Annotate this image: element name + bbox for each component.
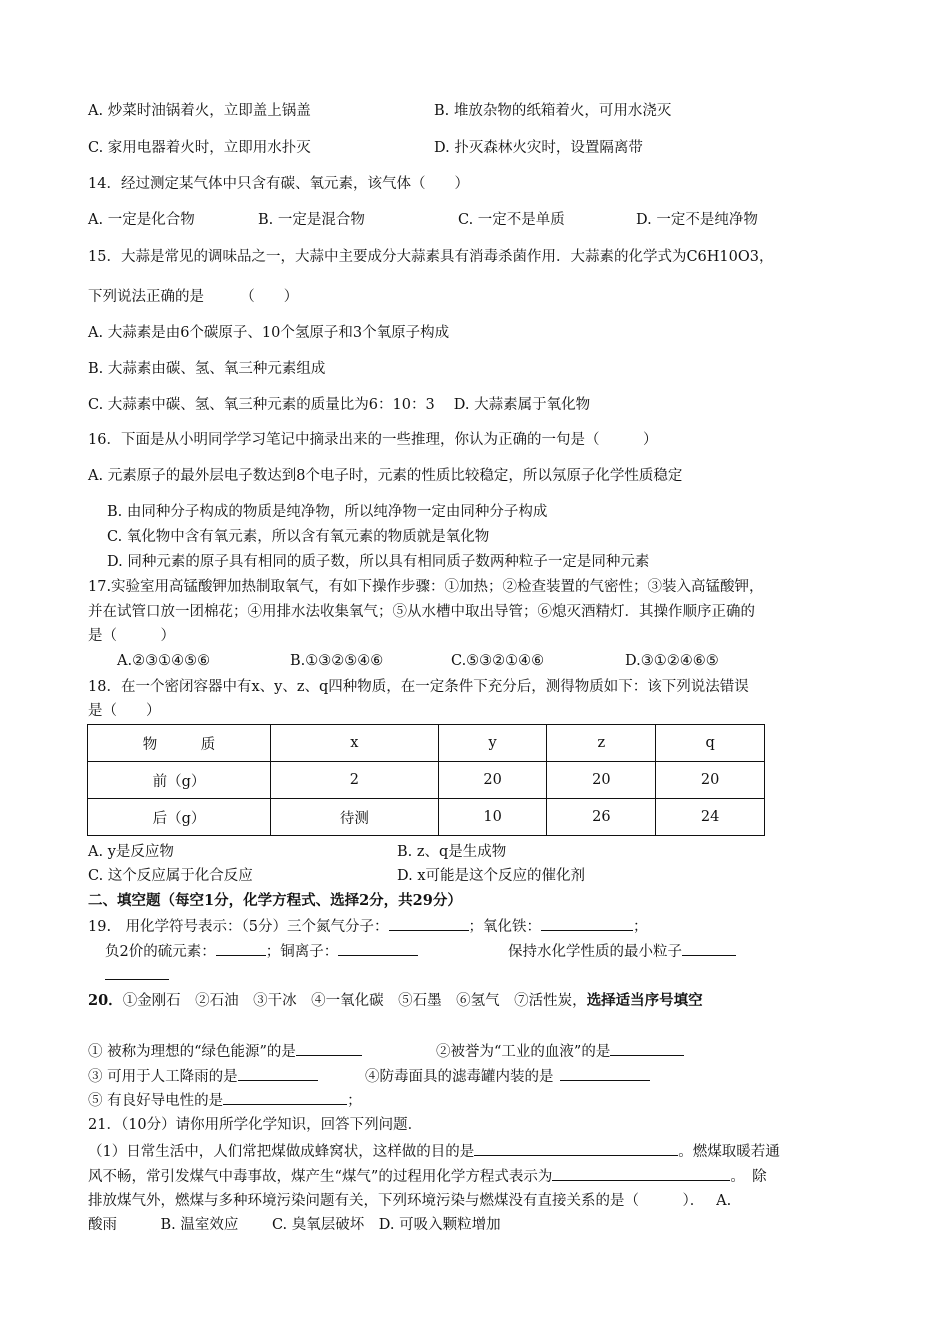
q21-text: 风不畅，常引发煤气中毒事故，煤产生“煤气”的过程用化学方程式表示为 xyxy=(88,1169,553,1185)
q13-option-c: C. 家用电器着火时，立即用水扑灭 xyxy=(88,140,311,156)
table-header-cell: x xyxy=(271,725,439,762)
table-row xyxy=(88,762,765,799)
q20-line2-right xyxy=(365,1066,650,1087)
q17-option-d: D.③①②④⑥⑤ xyxy=(625,653,719,669)
q19-prompt: 负2价的硫元素： xyxy=(105,944,216,960)
answer-blank[interactable] xyxy=(552,1166,730,1181)
table-header-row xyxy=(88,725,765,762)
q16-option-c: C. 氧化物中含有氧元素，所以含有氧元素的物质就是氧化物 xyxy=(107,529,490,545)
q17-stem-line1: 17.实验室用高锰酸钾加热制取氧气，有如下操作步骤：①加热；②检查装置的气密性；③装入高锰酸钾， xyxy=(88,579,764,595)
q20-sub: ②被誉为“工业的血液”的是 xyxy=(436,1044,611,1060)
q21-line1 xyxy=(88,1141,780,1162)
q16-option-a: A. 元素原子的最外层电子数达到8个电子时，元素的性质比较稳定，所以氖原子化学性质稳定 xyxy=(88,468,683,484)
table-cell: 2 xyxy=(271,762,439,799)
q19-line1 xyxy=(88,916,648,937)
answer-blank[interactable] xyxy=(389,916,469,931)
q13-option-d: D. 扑灭森林火灾时，设置隔离带 xyxy=(434,140,643,156)
answer-blank[interactable] xyxy=(296,1041,362,1056)
answer-blank[interactable] xyxy=(223,1090,347,1105)
q15-option-b: B. 大蒜素由碳、氢、氧三种元素组成 xyxy=(88,361,326,377)
q14-stem: 14．经过测定某气体中只含有碳、氧元素，该气体（ ） xyxy=(88,176,469,192)
q20-line1 xyxy=(88,1041,362,1062)
answer-blank[interactable] xyxy=(610,1041,684,1056)
q14-option-d: D. 一定不是纯净物 xyxy=(636,212,758,228)
table-cell: 26 xyxy=(547,799,656,836)
q18-option-c: C. 这个反应属于化合反应 xyxy=(88,868,253,884)
table-header-cell: z xyxy=(547,725,656,762)
q20-end: ； xyxy=(347,1093,362,1109)
q20-sub: ③ 可用于人工降雨的是 xyxy=(88,1069,238,1085)
q14-option-a: A. 一定是化合物 xyxy=(88,212,195,228)
q15-stem-line1: 15．大蒜是常见的调味品之一，大蒜中主要成分大蒜素具有消毒杀菌作用．大蒜素的化学式为C6H10O3， xyxy=(88,249,774,265)
q15-stem-line2: 下列说法正确的是 （ ） xyxy=(88,289,299,305)
table-cell: 24 xyxy=(656,799,765,836)
q21-stem: 21．（10分）请你用所学化学知识，回答下列问题． xyxy=(88,1117,423,1133)
answer-blank[interactable] xyxy=(560,1066,650,1081)
q20-line2 xyxy=(88,1066,318,1087)
answer-blank[interactable] xyxy=(338,941,418,956)
q21-line3: 排放煤气外，燃煤与多种环境污染问题有关，下列环境污染与燃煤没有直接关系的是（ ）． A. xyxy=(88,1193,732,1209)
q20-line3 xyxy=(88,1090,362,1111)
q18-stem-line2: 是（ ） xyxy=(88,703,161,719)
q14-option-b: B. 一定是混合物 xyxy=(258,212,365,228)
table-cell: 前（g） xyxy=(88,762,271,799)
answer-blank[interactable] xyxy=(238,1066,318,1081)
q18-option-b: B. z、q是生成物 xyxy=(397,844,507,860)
q19-prompt: 保持水化学性质的最小粒子 xyxy=(508,944,682,960)
q19-prompt: ； xyxy=(633,919,648,935)
section-heading: 二、填空题（每空1分，化学方程式、选择2分，共29分） xyxy=(88,892,462,909)
q19-line2-right xyxy=(508,941,736,962)
q17-option-a: A.②③①④⑤⑥ xyxy=(117,653,211,669)
table-cell: 20 xyxy=(656,762,765,799)
q20-stem xyxy=(88,991,703,1011)
q18-stem-line1: 18．在一个密闭容器中有x、y、z、q四种物质，在一定条件下充分后，测得物质如下：该下列说法错误 xyxy=(88,679,749,695)
answer-blank[interactable] xyxy=(541,916,633,931)
table-cell: 20 xyxy=(438,762,547,799)
answer-blank[interactable] xyxy=(474,1141,678,1156)
table-cell: 后（g） xyxy=(88,799,271,836)
q19-line3 xyxy=(105,965,169,986)
q19-line2 xyxy=(105,941,418,962)
q19-prompt: 19. 用化学符号表示：（5分）三个氮气分子： xyxy=(88,919,389,935)
answer-blank[interactable] xyxy=(682,941,736,956)
q18-option-d: D. x可能是这个反应的催化剂 xyxy=(397,868,586,884)
table-cell: 待测 xyxy=(271,799,439,836)
q20-sub: ⑤ 有良好导电性的是 xyxy=(88,1093,224,1109)
q15-option-cd: C. 大蒜素中碳、氢、氧三种元素的质量比为6：10：3 D. 大蒜素属于氧化物 xyxy=(88,397,591,413)
q19-prompt: ；铜离子： xyxy=(265,944,339,960)
q17-stem-line2: 并在试管口放一团棉花；④用排水法收集氧气；⑤从水槽中取出导管；⑥熄灭酒精灯．其操作顺序正确的 xyxy=(88,604,755,620)
q21-text: 。 除 xyxy=(730,1169,767,1185)
table-header-cell: q xyxy=(656,725,765,762)
q21-line2 xyxy=(88,1166,767,1187)
table-cell: 10 xyxy=(438,799,547,836)
q20-items: ①金刚石 ②石油 ③干冰 ④一氧化碳 ⑤石墨 ⑥氢气 ⑦活性炭， xyxy=(122,993,587,1009)
q20-number: 20． xyxy=(88,992,123,1009)
q15-option-a: A. 大蒜素是由6个碳原子、10个氢原子和3个氧原子构成 xyxy=(88,325,450,341)
q20-sub: ① 被称为理想的“绿色能源”的是 xyxy=(88,1044,296,1060)
table-header-cell: y xyxy=(438,725,547,762)
q21-line4: 酸雨 B. 温室效应 C. 臭氧层破坏 D. 可吸入颗粒增加 xyxy=(88,1217,501,1233)
q16-option-d: D. 同种元素的原子具有相同的质子数，所以具有相同质子数两种粒子一定是同种元素 xyxy=(107,554,650,570)
q20-sub: ④防毒面具的滤毒罐内装的是 xyxy=(365,1069,554,1085)
q20-line1-right xyxy=(436,1041,684,1062)
q13-option-b: B. 堆放杂物的纸箱着火，可用水浇灭 xyxy=(434,103,672,119)
table-header-cell: 物 质 xyxy=(88,725,271,762)
table-row xyxy=(88,799,765,836)
q20-instruction: 选择适当序号填空 xyxy=(586,992,703,1009)
q17-option-b: B.①③②⑤④⑥ xyxy=(290,653,384,669)
q16-option-b: B. 由同种分子构成的物质是纯净物，所以纯净物一定由同种分子构成 xyxy=(107,504,548,520)
q14-option-c: C. 一定不是单质 xyxy=(458,212,565,228)
q13-option-a: A. 炒菜时油锅着火，立即盖上锅盖 xyxy=(88,103,311,119)
q21-text: 。燃煤取暖若通 xyxy=(678,1144,780,1160)
q18-data-table xyxy=(87,724,765,836)
q21-text: （1）日常生活中，人们常把煤做成蜂窝状，这样做的目的是 xyxy=(88,1144,475,1160)
q17-option-c: C.⑤③②①④⑥ xyxy=(451,653,545,669)
q18-option-a: A. y是反应物 xyxy=(88,844,174,860)
answer-blank[interactable] xyxy=(216,941,266,956)
q16-stem: 16．下面是从小明同学学习笔记中摘录出来的一些推理，你认为正确的一句是（ ） xyxy=(88,432,658,448)
answer-blank[interactable] xyxy=(105,965,169,980)
table-cell: 20 xyxy=(547,762,656,799)
q19-prompt: ；氧化铁： xyxy=(468,919,542,935)
q17-stem-line3: 是（ ） xyxy=(88,628,175,644)
